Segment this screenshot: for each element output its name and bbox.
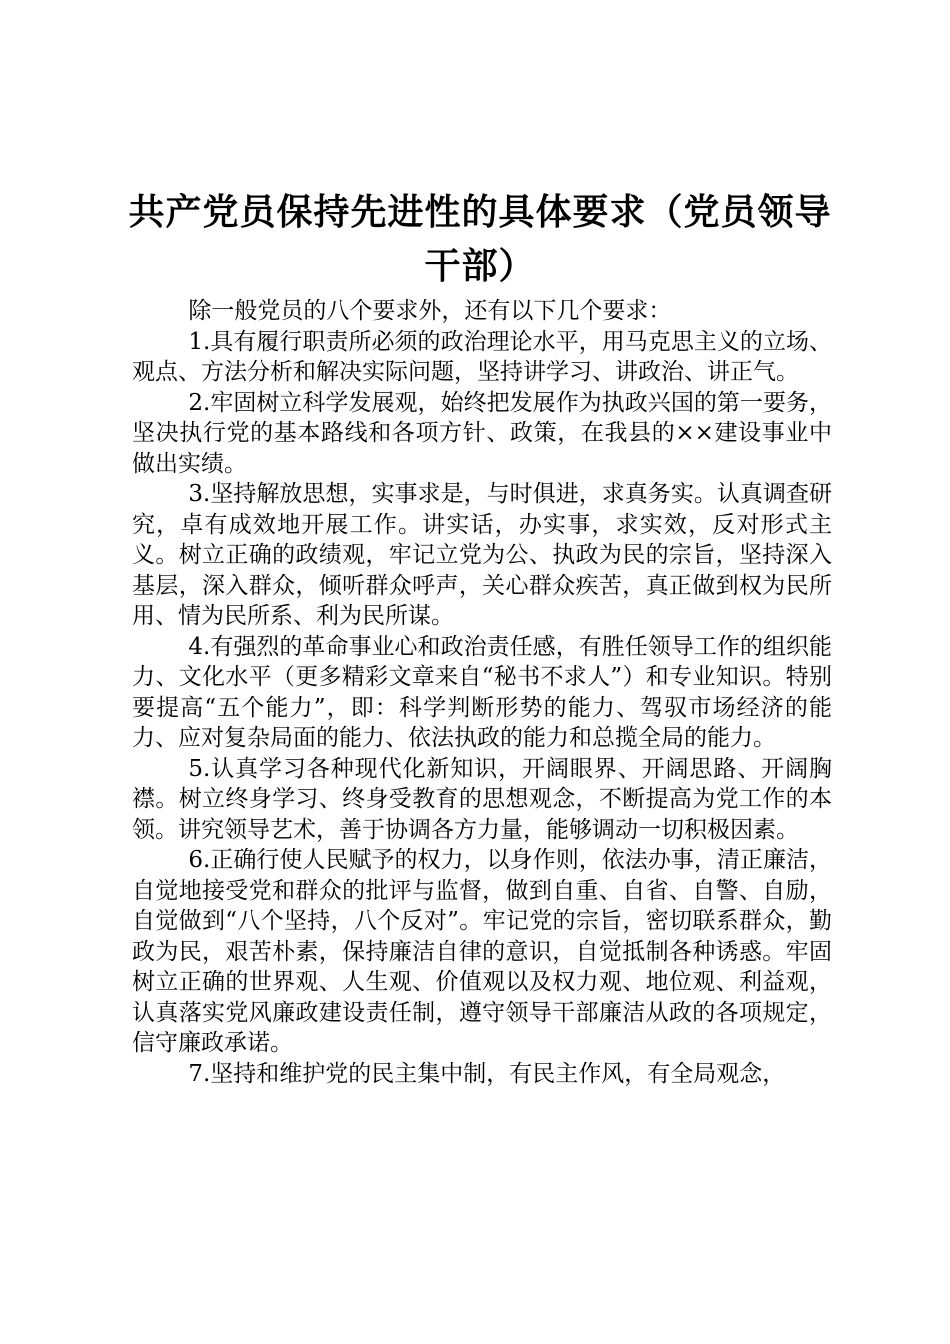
- requirement-paragraph-1: 1.具有履行职责所必须的政治理论水平，用马克思主义的立场、观点、方法分析和解决实际问题，坚持讲学习、讲政治、讲正气。: [132, 328, 832, 385]
- requirement-paragraph-5: 5.认真学习各种现代化新知识，开阔眼界、开阔思路、开阔胸襟。树立终身学习、终身受教育的思想观念，不断提高为党工作的本领。讲究领导艺术，善于协调各方力量，能够调动一切积极因素。: [132, 755, 832, 843]
- requirement-paragraph-7: 7.坚持和维护党的民主集中制，有民主作风，有全局观念，: [188, 1060, 786, 1087]
- intro-paragraph: 除一般党员的八个要求外，还有以下几个要求：: [188, 298, 672, 324]
- requirement-paragraph-3: 3.坚持解放思想，实事求是，与时俱进，求真务实。认真调查研究，卓有成效地开展工作。讲实话，办实事，求实效，反对形式主义。树立正确的政绩观，牢记立党为公、执政为民的宗旨，坚持深入基层，深入群众，倾听群众呼声，关心群众疾苦，真正做到权为民所用、情为民所系、利为民所谋。: [132, 481, 832, 629]
- requirement-paragraph-6: 6.正确行使人民赋予的权力，以身作则，依法办事，清正廉洁，自觉地接受党和群众的批评与监督，做到自重、自省、自警、自励，自觉做到“八个坚持，八个反对”。牢记党的宗旨，密切联系群众，勤政为民，艰苦朴素，保持廉洁自律的意识，自觉抵制各种诱惑。牢固树立正确的世界观、人生观、价值观以及权力观、地位观、利益观，认真落实党风廉政建设责任制，遵守领导干部廉洁从政的各项规定，信守廉政承诺。: [132, 847, 832, 1056]
- document-body: [132, 296, 832, 1089]
- document-title: 共产党员保持先进性的具体要求（党员领导干部）: [128, 191, 832, 287]
- requirement-paragraph-2: 2.牢固树立科学发展观，始终把发展作为执政兴国的第一要务，坚决执行党的基本路线和各项方针、政策，在我县的××建设事业中做出实绩。: [132, 389, 832, 477]
- requirement-paragraph-4: 4.有强烈的革命事业心和政治责任感，有胜任领导工作的组织能力、文化水平（更多精彩文章来自“秘书不求人”）和专业知识。特别要提高“五个能力”，即：科学判断形势的能力、驾驭市场经济的能力、应对复杂局面的能力、依法执政的能力和总揽全局的能力。: [132, 633, 832, 751]
